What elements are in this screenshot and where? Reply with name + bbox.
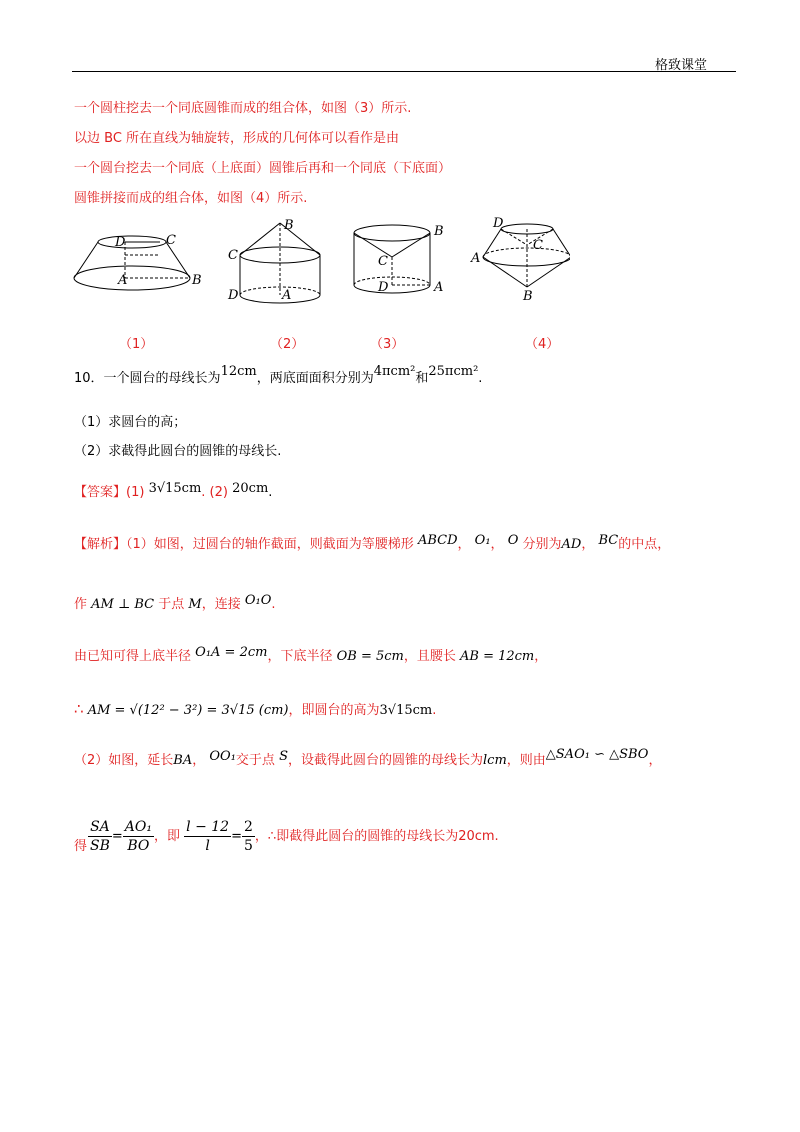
fig2-label-C: C xyxy=(228,248,238,263)
math-ab: AB = 12cm xyxy=(460,649,535,664)
solution-label: 【解析】 xyxy=(74,537,127,552)
fig3-label-C: C xyxy=(378,254,388,269)
figure-1-caption: （1） xyxy=(119,337,154,352)
solution-text: ，即圆台的高为 xyxy=(288,703,380,718)
fraction-l xyxy=(184,818,231,855)
problem-number: 10． xyxy=(74,371,104,386)
answer-value-2: 20cm xyxy=(232,481,269,496)
fig4-label-C: C xyxy=(533,238,543,253)
solution-text: ，连接 xyxy=(201,597,241,612)
figure-4-caption: （4） xyxy=(525,337,560,352)
solution-text: ，∴即截得此圆台的圆锥的母线长为20cm. xyxy=(254,829,499,844)
question-1: （1）求圆台的高； xyxy=(74,415,187,430)
solution-text: ， xyxy=(534,649,548,664)
math-o: O xyxy=(507,533,519,548)
solution-text: （2）如图，延长 xyxy=(74,753,174,768)
fig4-label-D: D xyxy=(493,216,504,231)
solution-text: ， xyxy=(192,753,206,768)
answer-label: 【答案】 xyxy=(74,485,127,500)
solution-text: ，设截得此圆台的圆锥的母线长为 xyxy=(287,753,483,768)
solution-text: 交于点 xyxy=(235,753,275,768)
solution-line-4 xyxy=(74,700,436,720)
problem-text-b: ，两底面面积分别为 xyxy=(256,371,374,386)
equals: = xyxy=(231,829,242,844)
figure-4 xyxy=(470,216,570,304)
fraction-ao1-bo xyxy=(123,818,154,855)
solution-text: . xyxy=(271,597,276,612)
problem-text-c: 和 xyxy=(415,371,429,386)
math-l: lcm xyxy=(483,753,507,768)
fig4-label-A: A xyxy=(471,251,481,266)
fig3-label-D: D xyxy=(378,280,389,295)
math-m: M xyxy=(188,597,202,612)
fig2-label-A: A xyxy=(282,288,292,303)
figure-1 xyxy=(74,233,202,290)
math-ba: BA xyxy=(173,753,193,768)
frac-num: SA xyxy=(88,818,112,837)
figures-svg xyxy=(70,215,570,315)
frac-num: l − 12 xyxy=(186,819,230,835)
math-o1o: O₁O xyxy=(244,593,272,608)
answer-part-1: (1) xyxy=(126,485,145,500)
problem-length: 12cm xyxy=(220,364,257,379)
figure-3 xyxy=(354,224,444,295)
fig2-label-B: B xyxy=(284,218,294,233)
math-height: 3√15cm xyxy=(379,703,433,718)
frac-den: SB xyxy=(90,838,110,854)
intro-line-2: 以边 BC 所在直线为轴旋转，形成的几何体可以看作是由 xyxy=(74,131,400,146)
answer-value-1: 3√15cm xyxy=(148,481,202,496)
math-perp: AM ⊥ BC xyxy=(91,597,155,612)
math-r2: OB = 5cm xyxy=(336,649,404,664)
frac-den: 5 xyxy=(244,838,253,854)
fraction-2-5 xyxy=(242,818,255,855)
header-rule xyxy=(72,71,736,72)
frac-den: BO xyxy=(127,838,150,854)
solution-text: 的中点， xyxy=(618,537,671,552)
solution-text: ， xyxy=(490,537,504,552)
math-ad: AD xyxy=(561,537,582,552)
math-height-eq: AM = √(12² − 3²) = 3√15 (cm) xyxy=(87,703,289,718)
fig3-label-A: A xyxy=(434,280,444,295)
solution-line-5 xyxy=(74,747,662,770)
problem-area-2: 25πcm² xyxy=(428,364,479,379)
intro-line-4: 圆锥拼接而成的组合体，如图（4）所示. xyxy=(74,191,308,206)
problem-statement xyxy=(74,364,483,388)
fig4-label-B: B xyxy=(523,289,533,304)
fig1-label-C: C xyxy=(166,233,176,248)
intro-line-3: 一个圆台挖去一个同底（上底面）圆锥后再和一个同底（下底面） xyxy=(74,161,452,176)
math-o1: O₁ xyxy=(474,533,491,548)
fig1-label-B: B xyxy=(192,273,202,288)
solution-text: ，且腰长 xyxy=(403,649,456,664)
header-brand: 格致课堂 xyxy=(655,58,708,73)
figure-2-caption: （2） xyxy=(270,337,305,352)
equals: = xyxy=(111,829,123,844)
solution-text: ，下底半径 xyxy=(267,649,333,664)
solution-de: 得 xyxy=(74,839,88,854)
therefore-symbol: ∴ xyxy=(74,700,84,718)
fig1-label-A: A xyxy=(118,273,128,288)
fig3-label-B: B xyxy=(434,224,444,239)
solution-text: . xyxy=(432,703,437,718)
fig1-label-D: D xyxy=(115,235,126,250)
math-bc: BC xyxy=(598,533,619,548)
solution-text: ， xyxy=(648,753,662,768)
solution-text: ， xyxy=(457,537,471,552)
math-similar: △SAO₁ ∽ △SBO xyxy=(545,747,649,762)
solution-text: 分别为 xyxy=(522,537,562,552)
math-r1: O₁A = 2cm xyxy=(195,645,268,660)
solution-text: 于点 xyxy=(158,597,185,612)
solution-text: ， xyxy=(581,537,595,552)
problem-area-1: 4πcm² xyxy=(373,364,416,379)
fig2-label-D: D xyxy=(228,288,239,303)
solution-text: ，则由 xyxy=(506,753,546,768)
solution-text: （1）如图，过圆台的轴作截面，则截面为等腰梯形 xyxy=(126,537,414,552)
solution-line-2 xyxy=(74,593,276,614)
frac-den: l xyxy=(205,838,210,854)
math-abcd: ABCD xyxy=(417,533,458,548)
solution-text: 由已知可得上底半径 xyxy=(74,649,192,664)
fraction-sa-sb xyxy=(88,818,112,855)
figure-3-caption: （3） xyxy=(370,337,405,352)
figure-2 xyxy=(227,218,320,303)
solution-text: 作 xyxy=(74,597,88,612)
solution-text: ，即 xyxy=(154,829,181,844)
solution-line-6 xyxy=(88,818,499,855)
problem-text-a: 一个圆台的母线长为 xyxy=(103,371,221,386)
intro-line-1: 一个圆柱挖去一个同底圆锥而成的组合体，如图（3）所示. xyxy=(74,101,412,116)
problem-end: . xyxy=(478,371,483,386)
frac-num: 2 xyxy=(244,819,253,835)
math-s: S xyxy=(279,749,288,764)
solution-line-3 xyxy=(74,645,548,666)
frac-num: AO₁ xyxy=(124,819,152,835)
answer-line xyxy=(74,481,273,502)
answer-end: . xyxy=(268,485,273,500)
solution-line-1 xyxy=(74,533,671,554)
math-oo1: OO₁ xyxy=(209,749,236,764)
answer-sep: . (2) xyxy=(201,485,228,500)
question-2: （2）求截得此圆台的圆锥的母线长. xyxy=(74,444,282,459)
